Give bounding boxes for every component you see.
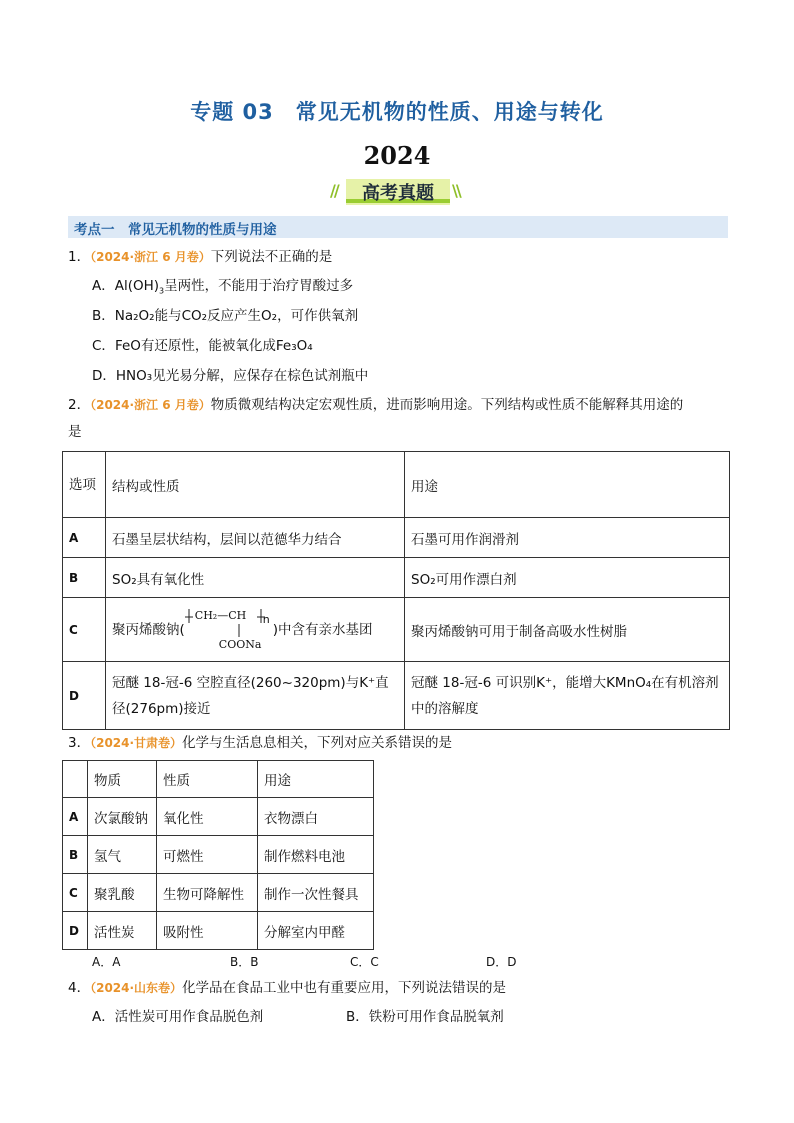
row-use: SO₂可用作漂白剂: [405, 558, 730, 598]
option-formula: Al(OH): [114, 278, 160, 294]
table-row: [63, 912, 374, 950]
question-4-option-a: A．活性炭可用作食品脱色剂: [92, 1009, 264, 1025]
answer-choice-b: B．B: [230, 955, 259, 969]
row-property: [106, 598, 405, 662]
table-row: [63, 836, 374, 874]
question-text: 下列说法不正确的是: [210, 249, 333, 265]
polymer-n: n: [262, 612, 270, 626]
row-option: A: [63, 798, 88, 836]
row-option: D: [63, 912, 88, 950]
question-1-option-d: [92, 366, 368, 386]
question-1-stem: [68, 247, 728, 267]
row-substance: 次氯酸钠: [88, 798, 157, 836]
header-cell-option: 选项: [63, 452, 106, 518]
row-use: 制作一次性餐具: [258, 874, 374, 912]
question-number: 1．: [68, 249, 91, 265]
row-use: 冠醚 18-冠-6 可识别K⁺，能增大KMnO₄在有机溶剂中的溶解度: [405, 662, 730, 730]
question-3-table: [62, 760, 374, 950]
exam-banner: [330, 175, 466, 205]
polymer-side-group: COONa: [218, 637, 262, 651]
option-text: HNO₃见光易分解，应保存在棕色试剂瓶中: [115, 368, 369, 384]
header-cell-substance: 物质: [88, 761, 157, 798]
option-label: C．: [92, 338, 115, 354]
property-prefix: 聚丙烯酸钠(: [112, 621, 185, 638]
polymer-structure: [185, 607, 273, 653]
question-4-stem: [68, 978, 728, 998]
option-text: FeO有还原性，能被氧化成Fe₃O₄: [114, 338, 313, 354]
row-property: 生物可降解性: [157, 874, 258, 912]
table-row: [63, 662, 730, 730]
row-option: B: [63, 836, 88, 874]
page-title: 专题 03 常见无机物的性质、用途与转化: [190, 100, 604, 124]
option-label: D．: [92, 368, 116, 384]
table-row: [63, 598, 730, 662]
right-slash-icon: \\: [452, 181, 460, 200]
option-label: B．: [92, 308, 115, 324]
question-2-stem-line2: 是: [68, 424, 82, 440]
question-number: 2．: [68, 397, 91, 413]
header-cell-blank: [63, 761, 88, 798]
question-number: 3．: [68, 735, 91, 751]
table-row: [63, 874, 374, 912]
row-option: C: [63, 598, 106, 662]
row-substance: 氢气: [88, 836, 157, 874]
header-cell-property: 结构或性质: [106, 452, 405, 518]
row-use: 聚丙烯酸钠可用于制备高吸水性树脂: [405, 598, 730, 662]
row-use: 石墨可用作润滑剂: [405, 518, 730, 558]
row-option: A: [63, 518, 106, 558]
row-option: D: [63, 662, 106, 730]
row-property: 氧化性: [157, 798, 258, 836]
option-text: 呈两性，不能用于治疗胃酸过多: [164, 278, 354, 294]
year-heading: 2024: [363, 141, 431, 170]
row-substance: 活性炭: [88, 912, 157, 950]
row-use: 分解室内甲醛: [258, 912, 374, 950]
table-row: [63, 518, 730, 558]
row-property: SO₂具有氧化性: [106, 558, 405, 598]
row-option: B: [63, 558, 106, 598]
question-source: （2024·甘肃卷）: [90, 736, 183, 750]
polymer-backbone: CH₂—CH: [194, 608, 247, 622]
header-cell-use: 用途: [405, 452, 730, 518]
question-3-stem: [68, 733, 728, 753]
question-1-option-b: [92, 306, 358, 326]
banner-label: 高考真题: [362, 183, 434, 204]
option-subscript: 3: [159, 286, 165, 296]
question-text: 化学与生活息息相关，下列对应关系错误的是: [182, 735, 453, 751]
answer-choice-a: A．A: [92, 955, 121, 969]
section-heading: [68, 216, 728, 238]
question-4-option-b: B．铁粉可用作食品脱氧剂: [346, 1009, 504, 1025]
question-text: 物质微观结构决定宏观性质，进而影响用途。下列结构或性质不能解释其用途的: [210, 397, 684, 413]
row-use: 衣物漂白: [258, 798, 374, 836]
row-property: 石墨呈层状结构，层间以范德华力结合: [106, 518, 405, 558]
row-option: C: [63, 874, 88, 912]
question-1-option-a: [92, 276, 353, 302]
left-slash-icon: //: [330, 181, 338, 200]
row-property: 冠醚 18-冠-6 空腔直径(260~320pm)与K⁺直径(276pm)接近: [106, 662, 405, 730]
answer-choice-c: C．C: [350, 955, 379, 969]
row-use: 制作燃料电池: [258, 836, 374, 874]
question-number: 4．: [68, 980, 91, 996]
question-source: （2024·浙江 6 月卷）: [90, 250, 211, 264]
table-row: [63, 798, 374, 836]
row-substance: 聚乳酸: [88, 874, 157, 912]
question-2-stem: [68, 395, 728, 415]
table-header-row: [63, 452, 730, 518]
answer-choice-d: D．D: [486, 955, 517, 969]
question-1-option-c: [92, 336, 313, 356]
row-property: 可燃性: [157, 836, 258, 874]
table-row: [63, 558, 730, 598]
question-text: 化学品在食品工业中也有重要应用，下列说法错误的是: [182, 980, 507, 996]
option-text: Na₂O₂能与CO₂反应产生O₂，可作供氧剂: [114, 308, 359, 324]
section-heading-text: 考点一 常见无机物的性质与用途: [74, 222, 277, 238]
table-header-row: [63, 761, 374, 798]
header-cell-property: 性质: [157, 761, 258, 798]
option-label: A．: [92, 278, 115, 294]
question-2-table: [62, 451, 730, 730]
question-source: （2024·浙江 6 月卷）: [90, 398, 211, 412]
property-suffix: )中含有亲水基团: [272, 621, 373, 638]
question-source: （2024·山东卷）: [90, 981, 183, 995]
header-cell-use: 用途: [258, 761, 374, 798]
row-property: 吸附性: [157, 912, 258, 950]
